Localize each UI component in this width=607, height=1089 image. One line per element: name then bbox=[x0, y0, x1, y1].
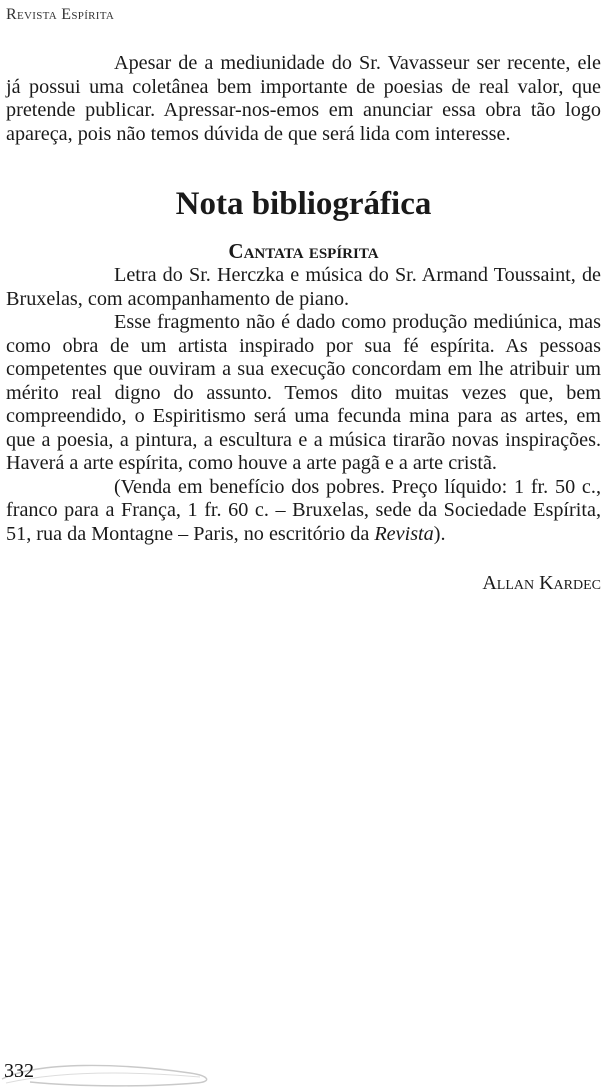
sale-text-italic: Revista bbox=[374, 522, 434, 545]
paragraph-intro: Apesar de a mediunidade do Sr. Vavasseur ser recente, ele já possui uma coletânea bem importante de poesias de real valor, que pretende publicar. Apressar-nos-emos em anunciar essa obra tão logo apareça, pois não temos dúvida de que será lida com interesse. bbox=[6, 52, 601, 145]
running-head: Revista Espírita bbox=[6, 6, 115, 23]
paragraph-sale bbox=[6, 476, 601, 547]
page-footer bbox=[0, 1049, 230, 1089]
section-title: Nota bibliográfica bbox=[175, 186, 432, 222]
sale-text-end: ). bbox=[433, 522, 446, 545]
paragraph-fragment: Esse fragmento não é dado como produção mediúnica, mas como obra de um artista inspirado por sua fé espírita. As pessoas competentes que ouviram a sua execução concordam em lhe atribuir um mérito real digno do assunto. Temos dito muitas vezes que, bem compreendido, o Espiritismo será uma fecunda mina para as artes, em que a poesia, a pintura, a escultura e a música tirarão novas inspirações. Haverá a arte espírita, como houve a arte pagã e a arte cristã. bbox=[6, 311, 601, 474]
paragraph-letra: Letra do Sr. Herczka e música do Sr. Armand Toussaint, de Bruxelas, com acompanhamento de piano. bbox=[6, 264, 601, 310]
page-number: 332 bbox=[4, 1060, 34, 1082]
sale-text-start: (Venda em benefício dos pobres. Preço líquido: 1 fr. 50 c., franco para a França, 1 fr. 60 c. – Bruxelas, sede da Sociedade Espírita, 51, rua da Montagne – Paris, no escritório da bbox=[6, 475, 601, 545]
section-subtitle: Cantata espírita bbox=[228, 239, 379, 263]
footer-swirl-ornament bbox=[0, 1049, 230, 1089]
author-signature: Allan Kardec bbox=[482, 572, 601, 594]
page-body bbox=[6, 52, 601, 595]
